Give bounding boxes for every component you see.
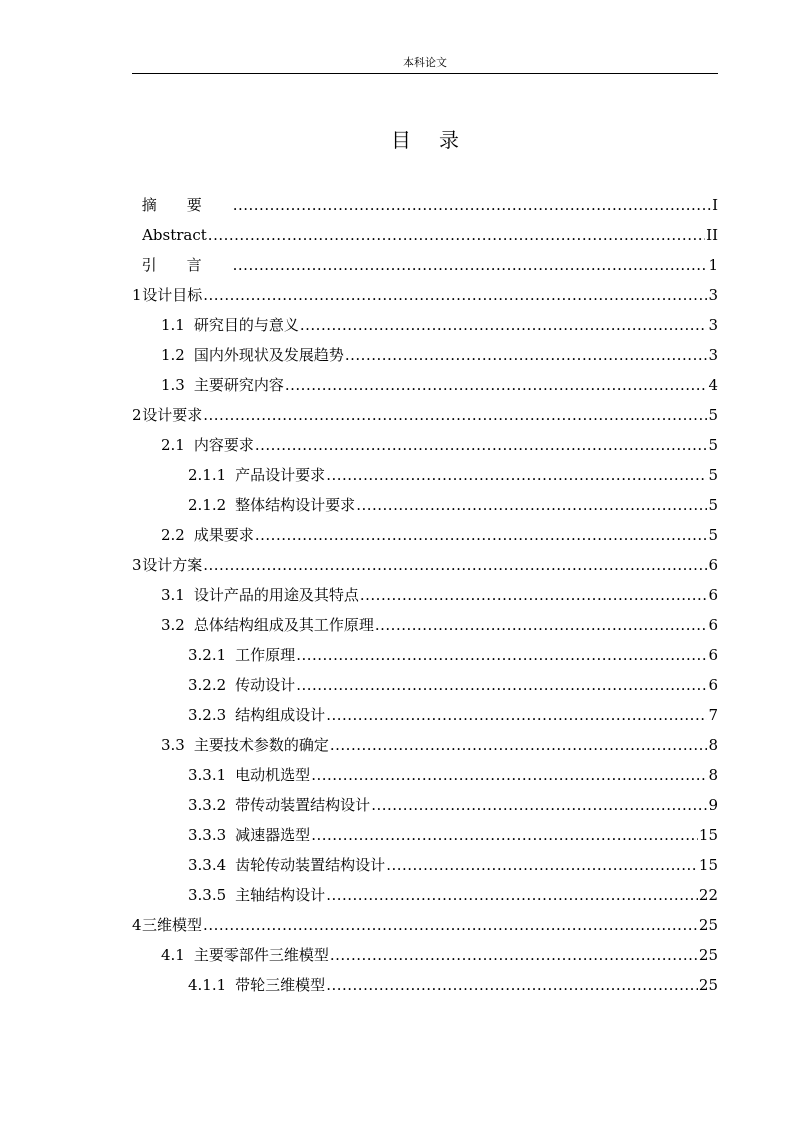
- dot-leader: [311, 820, 698, 850]
- toc-entry[interactable]: [132, 490, 718, 520]
- toc-entry[interactable]: [132, 730, 718, 760]
- toc-entry-page: 3: [708, 346, 718, 364]
- toc-entry-label: 国内外现状及发展趋势: [193, 346, 344, 364]
- toc-entry-label: 摘要: [141, 196, 232, 214]
- dot-leader: [233, 250, 708, 280]
- toc-entry-number: 3.2: [161, 616, 185, 634]
- toc-entry-label: 工作原理: [235, 646, 296, 664]
- toc-entry-page: I: [712, 196, 718, 214]
- toc-entry-number: 3.2.3: [188, 706, 227, 724]
- toc-entry-label: Abstract: [142, 226, 207, 244]
- toc-entry[interactable]: [132, 430, 718, 460]
- toc-entry-page: 1: [708, 256, 718, 274]
- dot-leader: [255, 430, 708, 460]
- toc-entry-label: 主要零部件三维模型: [193, 946, 329, 964]
- toc-entry[interactable]: [132, 670, 718, 700]
- table-of-contents: [132, 190, 718, 1000]
- dot-leader: [296, 640, 707, 670]
- toc-entry-page: 6: [708, 556, 718, 574]
- toc-entry-number: 3.3.1: [188, 766, 227, 784]
- toc-entry-number: 2: [132, 406, 142, 424]
- toc-entry[interactable]: [132, 640, 718, 670]
- toc-entry-number: 1: [132, 286, 142, 304]
- toc-entry[interactable]: [132, 220, 718, 250]
- page-header: 本科论文: [403, 56, 447, 69]
- dot-leader: [203, 910, 698, 940]
- toc-entry-page: 3: [708, 316, 718, 334]
- toc-entry[interactable]: [132, 760, 718, 790]
- dot-leader: [386, 850, 698, 880]
- toc-entry[interactable]: [132, 250, 718, 280]
- toc-entry-label: 齿轮传动装置结构设计: [235, 856, 386, 874]
- toc-entry[interactable]: [132, 190, 718, 220]
- toc-entry-number: 1.1: [161, 316, 185, 334]
- toc-entry-number: 2.1.2: [188, 496, 227, 514]
- toc-entry-page: 6: [708, 676, 718, 694]
- toc-entry-label: 总体结构组成及其工作原理: [193, 616, 374, 634]
- toc-entry-label: 设计方案: [142, 556, 203, 574]
- dot-leader: [300, 310, 708, 340]
- toc-entry-page: 5: [708, 526, 718, 544]
- toc-entry[interactable]: [132, 610, 718, 640]
- toc-entry-label: 减速器选型: [235, 826, 311, 844]
- toc-entry[interactable]: [132, 460, 718, 490]
- toc-entry-page: II: [706, 226, 718, 244]
- dot-leader: [330, 940, 698, 970]
- toc-entry-page: 8: [708, 736, 718, 754]
- toc-entry-label: 内容要求: [193, 436, 254, 454]
- toc-entry[interactable]: [132, 400, 718, 430]
- toc-entry-label: 产品设计要求: [235, 466, 326, 484]
- toc-entry-number: 4.1.1: [188, 976, 227, 994]
- dot-leader: [285, 370, 708, 400]
- toc-entry-page: 15: [698, 856, 718, 874]
- toc-entry[interactable]: [132, 580, 718, 610]
- toc-entry-page: 25: [698, 916, 718, 934]
- toc-entry-page: 25: [698, 946, 718, 964]
- toc-entry[interactable]: [132, 880, 718, 910]
- toc-entry-number: 3.2.1: [188, 646, 227, 664]
- toc-entry[interactable]: [132, 970, 718, 1000]
- dot-leader: [203, 400, 707, 430]
- toc-entry-label: 整体结构设计要求: [235, 496, 356, 514]
- toc-entry-page: 25: [698, 976, 718, 994]
- toc-entry-label: 主轴结构设计: [235, 886, 326, 904]
- toc-entry-label: 主要研究内容: [193, 376, 284, 394]
- toc-entry-number: 3.3.3: [188, 826, 227, 844]
- toc-entry-page: 5: [708, 496, 718, 514]
- dot-leader: [296, 670, 707, 700]
- toc-entry-label: 引言: [141, 256, 232, 274]
- toc-entry-number: 4: [132, 916, 142, 934]
- toc-entry-page: 9: [708, 796, 718, 814]
- toc-entry-page: 22: [698, 886, 718, 904]
- toc-entry-page: 5: [708, 406, 718, 424]
- dot-leader: [255, 520, 708, 550]
- toc-entry-label: 带轮三维模型: [235, 976, 326, 994]
- toc-entry-number: 3.3.5: [188, 886, 227, 904]
- toc-entry-label: 研究目的与意义: [193, 316, 299, 334]
- toc-entry-page: 3: [708, 286, 718, 304]
- toc-entry-page: 6: [708, 616, 718, 634]
- toc-entry-number: 2.1: [161, 436, 185, 454]
- toc-entry-number: 3.3: [161, 736, 185, 754]
- toc-entry[interactable]: [132, 280, 718, 310]
- toc-entry-label: 成果要求: [193, 526, 254, 544]
- dot-leader: [326, 970, 698, 1000]
- toc-entry-number: 2.1.1: [188, 466, 227, 484]
- dot-leader: [345, 340, 708, 370]
- dot-leader: [203, 550, 707, 580]
- toc-entry[interactable]: [132, 340, 718, 370]
- toc-entry-number: 3: [132, 556, 142, 574]
- toc-entry[interactable]: [132, 790, 718, 820]
- toc-entry[interactable]: [132, 310, 718, 340]
- toc-entry-number: 2.2: [161, 526, 185, 544]
- toc-entry-number: 1.2: [161, 346, 185, 364]
- dot-leader: [326, 700, 707, 730]
- toc-entry[interactable]: [132, 850, 718, 880]
- toc-entry-label: 结构组成设计: [235, 706, 326, 724]
- dot-leader: [311, 760, 707, 790]
- toc-entry-page: 15: [698, 826, 718, 844]
- dot-leader: [330, 730, 708, 760]
- toc-entry-page: 6: [708, 586, 718, 604]
- toc-entry[interactable]: [132, 550, 718, 580]
- toc-entry-label: 带传动装置结构设计: [235, 796, 371, 814]
- toc-entry-label: 设计要求: [142, 406, 203, 424]
- dot-leader: [356, 490, 707, 520]
- dot-leader: [326, 880, 698, 910]
- toc-entry-page: 7: [708, 706, 718, 724]
- toc-entry[interactable]: [132, 910, 718, 940]
- toc-entry[interactable]: [132, 820, 718, 850]
- dot-leader: [233, 190, 711, 220]
- toc-entry-page: 5: [708, 466, 718, 484]
- toc-entry-label: 电动机选型: [235, 766, 311, 784]
- toc-entry-number: 4.1: [161, 946, 185, 964]
- header-divider: [132, 73, 718, 74]
- toc-entry-label: 三维模型: [142, 916, 203, 934]
- toc-entry-number: 1.3: [161, 376, 185, 394]
- dot-leader: [375, 610, 708, 640]
- toc-entry-page: 4: [708, 376, 718, 394]
- toc-entry-page: 5: [708, 436, 718, 454]
- dot-leader: [360, 580, 708, 610]
- toc-entry-label: 传动设计: [235, 676, 296, 694]
- toc-entry-number: 3.2.2: [188, 676, 227, 694]
- toc-entry-number: 3.3.4: [188, 856, 227, 874]
- toc-title: 目录: [391, 128, 487, 152]
- toc-entry-page: 8: [708, 766, 718, 784]
- toc-entry[interactable]: [132, 700, 718, 730]
- toc-entry-label: 设计目标: [142, 286, 203, 304]
- toc-entry[interactable]: [132, 370, 718, 400]
- dot-leader: [208, 220, 705, 250]
- toc-entry-label: 设计产品的用途及其特点: [193, 586, 359, 604]
- toc-entry[interactable]: [132, 940, 718, 970]
- toc-entry-number: 3.3.2: [188, 796, 227, 814]
- toc-entry[interactable]: [132, 520, 718, 550]
- toc-entry-label: 主要技术参数的确定: [193, 736, 329, 754]
- toc-entry-number: 3.1: [161, 586, 185, 604]
- dot-leader: [326, 460, 707, 490]
- toc-entry-page: 6: [708, 646, 718, 664]
- dot-leader: [203, 280, 707, 310]
- dot-leader: [371, 790, 707, 820]
